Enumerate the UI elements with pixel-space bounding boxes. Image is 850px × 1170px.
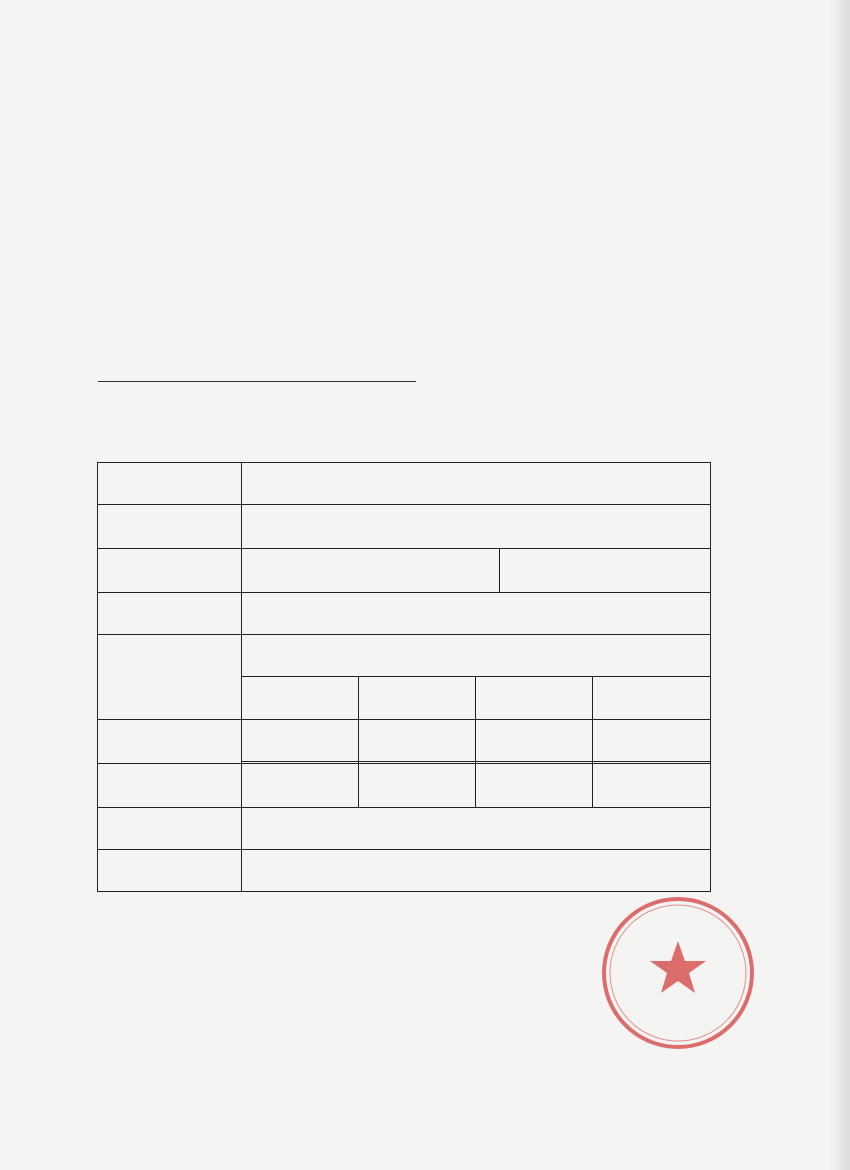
table-line [475, 676, 476, 807]
table-line [97, 849, 711, 850]
table-line [592, 676, 593, 807]
table-line [358, 676, 359, 807]
permit-table [97, 462, 711, 892]
table-line [97, 719, 711, 720]
table-line [97, 807, 711, 808]
table-line [97, 891, 711, 892]
border-right [793, 72, 825, 1062]
table-line [499, 548, 500, 592]
company-underline [98, 381, 416, 382]
table-line [97, 763, 711, 764]
table-line [241, 761, 711, 762]
border-top [30, 72, 825, 104]
table-line [710, 462, 711, 892]
table-line [97, 504, 711, 505]
page-edge-shadow [830, 0, 850, 1170]
table-line [97, 634, 711, 635]
table-line [97, 548, 711, 549]
table-line [97, 462, 98, 892]
table-line [97, 592, 711, 593]
official-seal [598, 893, 758, 1053]
table-line [241, 462, 242, 892]
border-left [28, 72, 60, 1062]
table-line [241, 676, 711, 677]
table-line [97, 462, 711, 463]
